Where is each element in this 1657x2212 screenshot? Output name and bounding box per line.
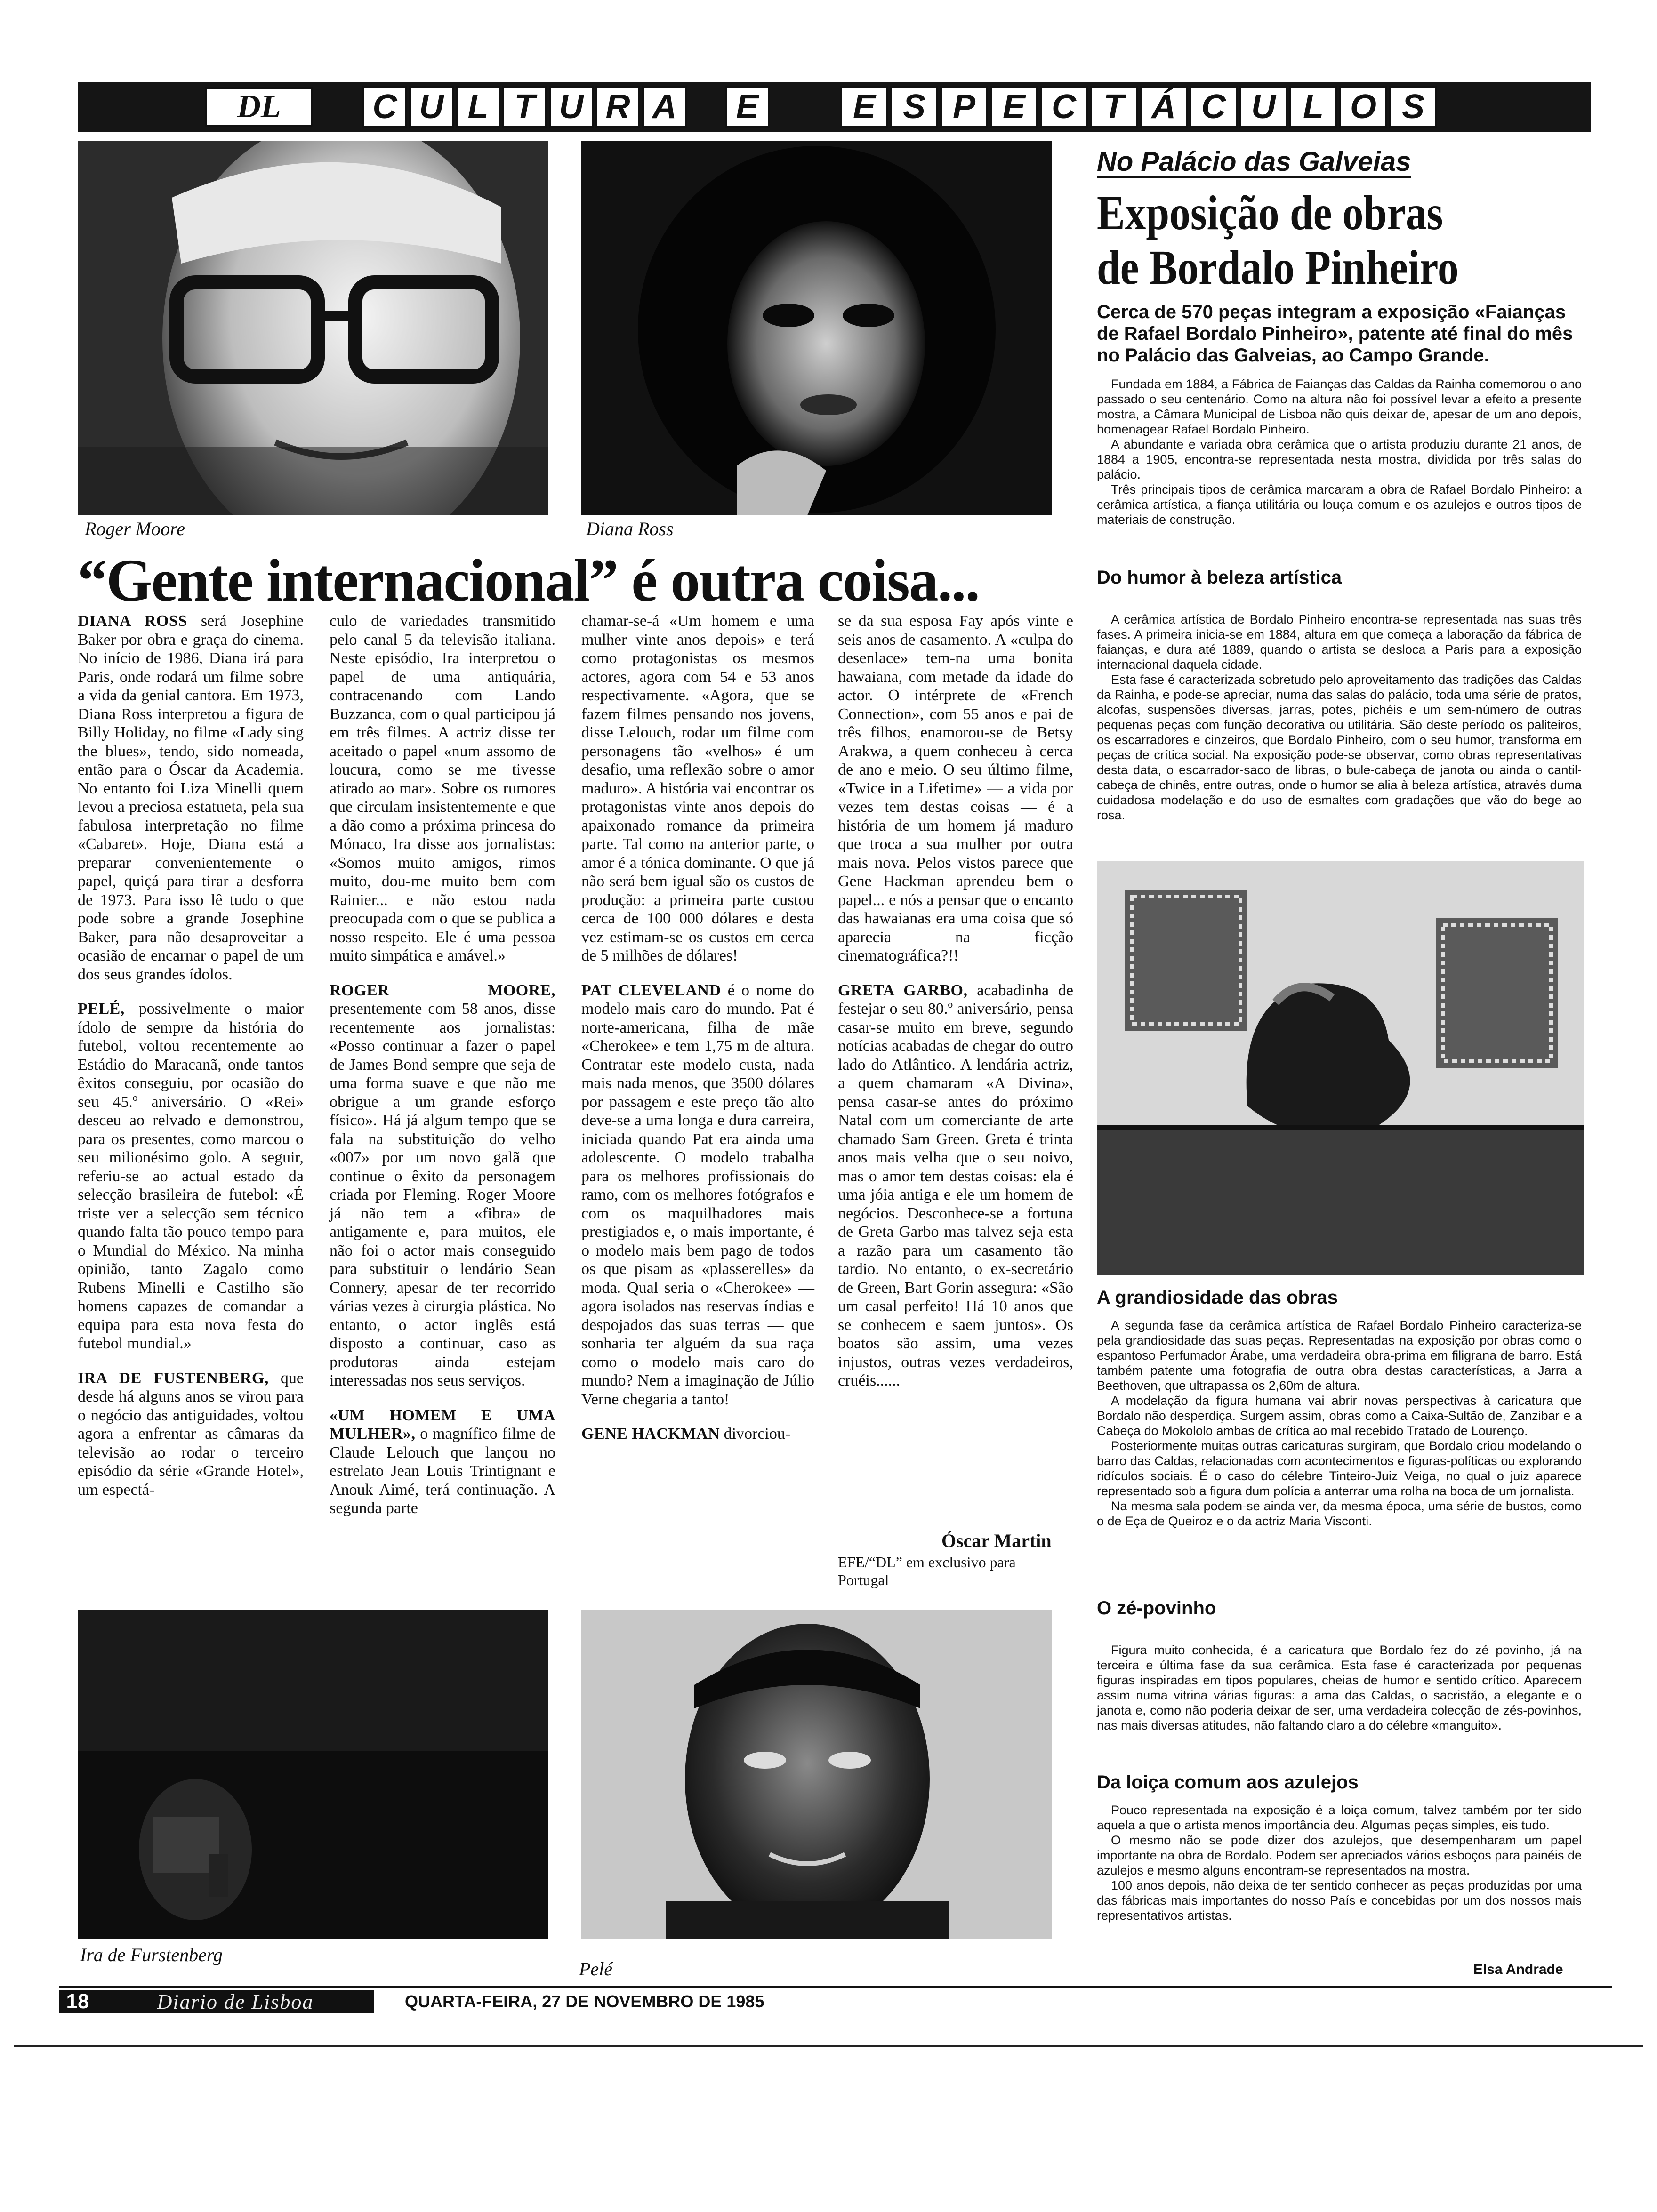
- section-letter-box: U: [549, 86, 594, 128]
- article-paragraph: [581, 981, 814, 1409]
- section-letter-box: E: [725, 86, 770, 128]
- caption-pele: Pelé: [579, 1958, 613, 1980]
- right-paragraph: A abundante e variada obra cerâmica que o artista produziu durante 21 anos, de 1884 a 1905, encontra-se representada nesta mostra, dividida por três salas do palácio.: [1097, 437, 1582, 481]
- article-column-2: [330, 612, 555, 1521]
- section-letter-box: O: [1339, 86, 1387, 128]
- right-paragraph: O mesmo não se pode dizer dos azulejos, que desempenharam um papel importante na obra de Bordalo. Podem ser apreciados vários esboços para painéis de azulejos e mesmo alguns encontram-se representados na mostra.: [1097, 1833, 1582, 1877]
- article-paragraph: [330, 612, 555, 965]
- section-letter-box: C: [1040, 86, 1088, 128]
- caption-roger-moore: Roger Moore: [85, 518, 185, 539]
- section-header-bar: [78, 82, 1591, 132]
- paragraph-text: chamar-se-á «Um homem e uma mulher vinte anos depois» e terá como protagonistas os mesmos actores, agora com 54 e 53 anos respectivamente. «Agora, que se fazem filmes pensando nos jovens, disse Lelouch, rodar um filme com personagens tão «velhos» é um desafio, uma reflexão sobre o amor maduro». A história vai encontrar os protagonistas vinte anos depois do apaixonado romance da primeira parte. Tal como na anterior parte, o amor é a tónica dominante. O que já não será bem igual são os custos de produção: a primeira parte custou cerca de 100 000 dólares e desta vez estimam-se os custos em cerca de 5 milhões de dólares!: [581, 612, 814, 964]
- right-paragraph: Três principais tipos de cerâmica marcaram a obra de Rafael Bordalo Pinheiro: a cerâmica artística, a fiança utilitária ou louça comum e os azulejos e outros tipos de materiais de construção.: [1097, 482, 1582, 527]
- section-letter-box: Á: [1140, 86, 1188, 128]
- article-paragraph: [78, 1000, 304, 1353]
- paragraph-text: o magnífico filme de Claude Lelouch que lançou no estrelato Jean Louis Trintignant e Anouk Aimé, terá continuação. A segunda parte: [330, 1425, 555, 1517]
- paragraph-text: possivelmente o maior ídolo de sempre da história do futebol, voltou recentemente ao Estádio do Maracanã, onde tantos êxitos conseguiu, por ocasião do seu 45.º aniversário. O «Rei» desceu ao relvado e demonstrou, para os presentes, como marcou o seu milionésimo golo. A seguir, referiu-se ao actual estado da selecção brasileira de futebol: «É triste ver a selecção sem técnico quando falta tão pouco tempo para o Mundial do México. Na minha opinião, tanto Zagalo como Rubens Minelli e Castilho são homens capazes de comandar a equipa para esta nova festa do futebol mundial.»: [78, 1000, 304, 1352]
- right-paragraph: A cerâmica artística de Bordalo Pinheiro encontra-se representada nas suas três fases. A primeira inicia-se em 1884, altura em que começa a laboração da fábrica de faianças, e dura até 1889, quando o artista se desloca a Paris para a exposição internacional daquela cidade.: [1097, 612, 1582, 672]
- section-letter-box: C: [362, 86, 407, 128]
- paragraph-lead: «UM HOMEM E UMA MULHER»,: [330, 1406, 555, 1443]
- right-paragraph: Esta fase é caracterizada sobretudo pelo aproveitamento das tradições das Caldas da Rainha, e pode-se apreciar, numa das salas do palácio, toda uma série de pratos, alcofas, suspensões diversas, jarras, potes, pichéis e um sem-número de outras pequenas peças com função decorativa ou utilitária. São deste período os paliteiros, os escarradores e cinzeiros, que Bordalo Pinheiro, com o seu humor, transforma em peças de crítica social. Na exposição pode-se observar, como obras representativas desta data, o escarrador-saco de libras, o bule-cabeça de janota ou ainda o cantil-cabeça de chinês, entre outras, onde o humor se alia à beleza artística, através duma cuidadosa modelação e do uso de esmaltes com gradações que vão do bege ao rosa.: [1097, 673, 1582, 822]
- right-section-grandiosidade: [1097, 1318, 1582, 1529]
- right-paragraph: Fundada em 1884, a Fábrica de Faianças das Caldas da Rainha comemorou o ano passado o seu centenário. Como na altura não foi possível levar a efeito a presente mostra, a Câmara Municipal de Lisboa não quis deixar de, apesar de um ano depois, homenagear Rafael Bordalo Pinheiro.: [1097, 377, 1582, 436]
- photo-ira-de-furstenberg: [78, 1610, 548, 1939]
- paragraph-lead: IRA DE FUSTENBERG,: [78, 1369, 269, 1387]
- right-section-loica: [1097, 1803, 1582, 1923]
- right-article-author: Elsa Andrade: [1473, 1962, 1563, 1977]
- section-letter-box: S: [1389, 86, 1437, 128]
- paragraph-lead: PELÉ,: [78, 1000, 125, 1018]
- article-column-4: [838, 612, 1073, 1393]
- paragraph-lead: GRETA GARBO,: [838, 981, 968, 999]
- right-headline-line-2: de Bordalo Pinheiro: [1097, 240, 1459, 295]
- paragraph-text: acabadinha de festejar o seu 80.º aniversário, pensa casar-se muito em breve, segundo notícias acabadas de chegar do outro lado do Atlântico. A lendária actriz, a quem chamaram «A Divina», pensa casar-se antes do próximo Natal com um comerciante de arte chamado Sam Green. Greta é trinta anos mais velha que o seu noivo, mas o amor tem destas coisas: ela é uma jóia antiga e ele um homem de negócios. Desconhece-se a fortuna de Greta Garbo mas talvez seja esta a razão para um casamento tão tardio. No entanto, o ex-secretário de Green, Bart Gorin assegura: «São um casal perfeito! Há 10 anos que se conhecem e saem juntos». Os boatos são assim, uma vezes injustos, outras vezes verdadeiros, cruéis......: [838, 981, 1074, 1389]
- right-paragraph: Na mesma sala podem-se ainda ver, da mesma época, uma série de bustos, como o de Eça de Queiroz e o da actriz Maria Visconti.: [1097, 1499, 1582, 1528]
- paragraph-text: presentemente com 58 anos, disse recentemente aos jornalistas: «Posso continuar a fazer o papel de James Bond sempre que seja de uma forma suave e que não me obrigue a um grande esforço físico». Há já algum tempo que se fala na substituição do velho «007» por um novo galã que continue o êxito da personagem criada por Fleming. Roger Moore já não tem a «fibra» de antigamente e, para muitos, ele não foi o actor mais conseguido para substituir o lendário Sean Connery, apesar de ter recorrido várias vezes à cirurgia plástica. No entanto, o actor inglês está disposto a continuar, caso as produtoras ainda estejam interessadas nos seus serviços.: [330, 1000, 555, 1389]
- article-paragraph: [838, 612, 1073, 965]
- right-headline-line-1: Exposição de obras: [1097, 186, 1443, 240]
- bottom-rule: [14, 2045, 1643, 2047]
- right-paragraph: Pouco representada na exposição é a loiça comum, talvez também por ter sido aquela a que o artista menos importância deu. Algumas peças simples, eis tudo.: [1097, 1803, 1582, 1832]
- photo-ceramic-piece: [1097, 861, 1584, 1275]
- article-paragraph: [581, 612, 814, 965]
- article-column-1: [78, 612, 304, 1502]
- publication-date: QUARTA-FEIRA, 27 DE NOVEMBRO DE 1985: [405, 1992, 764, 2011]
- subheading-loica: Da loiça comum aos azulejos: [1097, 1772, 1359, 1793]
- section-letter-box: U: [409, 86, 454, 128]
- subheading-grandiosidade: A grandiosidade das obras: [1097, 1287, 1338, 1308]
- right-paragraph: A modelação da figura humana vai abrir novas perspectivas à caricatura que Bordalo não desperdiça. Surgem assim, obras como a Caixa-Sultão de, Zanzibar e a Cabeça do Mokololo ambas de crítica ao mal recebido Tratado de Lourenço.: [1097, 1394, 1582, 1438]
- paragraph-lead: ROGER MOORE,: [330, 981, 555, 999]
- paper-name: Diario de Lisboa: [97, 1990, 374, 2013]
- byline-author: Óscar Martin: [941, 1530, 1052, 1551]
- photo-diana-ross: [581, 141, 1052, 515]
- article-paragraph: [78, 612, 304, 984]
- section-letter-box: L: [1289, 86, 1337, 128]
- section-letter-box: E: [990, 86, 1038, 128]
- section-letter-box: P: [940, 86, 988, 128]
- right-article-headline: [1097, 186, 1459, 295]
- right-paragraph: A segunda fase da cerâmica artística de Rafael Bordalo Pinheiro caracteriza-se pela grandiosidade das suas peças. Representadas na exposição por obras como o espantoso Perfumador Árabe, uma verdadeira obra-prima em filigrana de barro. Está também patente uma fotografia de outra obra destas características, a Jarra a Beethoven, que ultrapassa os 2,60m de altura.: [1097, 1318, 1582, 1393]
- right-section-humor: [1097, 612, 1582, 823]
- section-letter-box: T: [1090, 86, 1138, 128]
- main-headline: “Gente internacional” é outra coisa...: [78, 547, 979, 614]
- article-column-3: [581, 612, 814, 1446]
- article-paragraph: [581, 1425, 814, 1443]
- page-number: 18: [59, 1990, 97, 2013]
- byline-agency: EFE/“DL” em exclusivo para Portugal: [838, 1554, 1016, 1588]
- article-paragraph: [78, 1369, 304, 1499]
- photo-pele: [581, 1610, 1052, 1939]
- section-letter-box: A: [642, 86, 687, 128]
- photo-roger-moore: [78, 141, 548, 515]
- section-letter-box: T: [502, 86, 547, 128]
- subheading-ze-povinho: O zé-povinho: [1097, 1598, 1216, 1619]
- section-letter-box: C: [1190, 86, 1238, 128]
- article-paragraph: [330, 1406, 555, 1518]
- right-article-lead: Cerca de 570 peças integram a exposição «Faianças de Rafael Bordalo Pinheiro», patente até final do mês no Palácio das Galveias, ao Campo Grande.: [1097, 302, 1573, 366]
- article-paragraph: [330, 981, 555, 1390]
- paragraph-text: é o nome do modelo mais caro do mundo. Pat é norte-americana, filha de mãe «Cherokee» e tem 1,75 m de altura. Contratar este modelo custa, nada mais nada menos, que 3500 dólares por passagem e este preço tão alto deve-se a uma longa e dura carreira, iniciada quando Pat era ainda uma adolescente. O modelo trabalha para os melhores profissionais do ramo, com os melhores fotógrafos e com os maquilhadores mais prestigiados e, o mais importante, é o modelo mais bem pago de todos os que pisam as «plasserelles» da moda. Qual seria o «Cherokee» — agora isolados nas reservas índias e despojados das suas terras — que sonharia ter alguém da sua raça como o modelo mais caro do mundo? Nem a imaginação de Júlio Verne chegaria a tanto!: [581, 981, 814, 1408]
- section-letter-box: U: [1239, 86, 1287, 128]
- paper-logo: DL: [205, 87, 313, 127]
- section-letter-box: R: [595, 86, 640, 128]
- right-paragraph: Posteriormente muitas outras caricaturas surgiram, que Bordalo criou modelando o barro das Caldas, relacionadas com acontecimentos e figuras-políticas ou explorando ridículos sociais. É o caso do célebre Tinteiro-Juiz Veiga, no qual o juiz aparece representado sob a figura dum polícia a anterrar uma rolha na boca de um jornalista.: [1097, 1439, 1582, 1498]
- paragraph-text: culo de variedades transmitido pelo canal 5 da televisão italiana. Neste episódio, Ira interpretou o papel de uma antiquária, contracenando com Lando Buzzanca, com o qual participou já em três filmes. A actriz disse ter aceitado o papel «num assomo de loucura, como se me tivesse atirado ao mar». Sobre os rumores que circulam insistentemente e que a dão como a próxima princesa do Mónaco, Ira disse aos jornalistas: «Somos muito amigos, rimos muito, dou-me muito bem com Rainier... e não estou nada preocupada com o que se publica a nosso respeito. Ele é uma pessoa muito simpática e amável.»: [330, 612, 555, 964]
- right-article-kicker: No Palácio das Galveias: [1097, 146, 1411, 177]
- paragraph-text: que desde há alguns anos se virou para o negócio das antiguidades, voltou agora a enfrentar as câmaras da televisão ao rodar o terceiro episódio da série «Grande Hotel», um espectá-: [78, 1369, 304, 1499]
- paragraph-text: divorciou-: [720, 1425, 791, 1443]
- section-letter-box: S: [890, 86, 938, 128]
- subheading-humor: Do humor à beleza artística: [1097, 567, 1342, 588]
- paragraph-text: se da sua esposa Fay após vinte e seis anos de casamento. A «culpa do desenlace» tem-na uma bonita hawaiana, com metade da idade do actor. O intérprete de «French Connection», com 55 anos e pai de três filhos, enamorou-se de Betsy Arakwa, a quem conheceu à cerca de ano e meio. O seu último filme, «Twice in a Lifetime» — a vida por vezes tem destas coisas — é a história de um homem já maduro que troca a sua mulher por outra mais nova. Pelos vistos parece que Gene Hackman aprendeu bem o papel... e nós a pensar que o encanto das hawaianas era uma coisa que só aparecia na ficção cinematográfica?!!: [838, 612, 1073, 964]
- right-article-intro: [1097, 377, 1582, 527]
- footer-rule: [59, 1986, 1612, 1988]
- paragraph-lead: PAT CLEVELAND: [581, 981, 721, 999]
- paragraph-text: será Josephine Baker por obra e graça do cinema. No início de 1986, Diana irá para Paris, onde rodará um filme sobre a vida da genial cantora. Em 1973, Diana Ross interpretou a figura de Billy Holiday, no filme «Lady sing the blues», tendo, sido nomeada, então para o Óscar da Academia. No entanto foi Liza Minelli quem levou a preciosa estatueta, pela sua fabulosa interpretação no filme «Cabaret». Hoje, Diana está a preparar convenientemente o papel, quiçá para tirar a desforra de 1973. Para isso lê tudo o que pode sobre a grande Josephine Baker, para não desaproveitar a ocasião de encarnar o papel de um dos seus grandes ídolos.: [78, 612, 304, 983]
- caption-diana-ross: Diana Ross: [586, 518, 674, 539]
- section-letter-box: L: [456, 86, 500, 128]
- paragraph-lead: GENE HACKMAN: [581, 1425, 720, 1443]
- section-letter-box: E: [840, 86, 888, 128]
- right-section-ze-povinho: [1097, 1643, 1582, 1733]
- right-paragraph: 100 anos depois, não deixa de ter sentido conhecer as peças produzidas por uma das fábricas mais importantes do nosso País e concebidas por um dos nossos mais representativos artistas.: [1097, 1878, 1582, 1923]
- article-paragraph: [838, 981, 1073, 1390]
- paragraph-lead: DIANA ROSS: [78, 612, 187, 630]
- caption-ira: Ira de Furstenberg: [80, 1944, 223, 1965]
- right-paragraph: Figura muito conhecida, é a caricatura que Bordalo fez do zé povinho, já na terceira e última fase da sua cerâmica. Esta fase é caracterizada por pequenas figuras inspiradas em tipos populares, cheias de humor e sentido crítico. Aparecem assim numa vitrina várias figuras: a ama das Caldas, o sacristão, a elegante e o janota e, como não poderia deixar de ser, uma verdadeira colecção de zés-povinhos, nas mais diversas atitudes, não faltando claro a do célebre «manguito».: [1097, 1643, 1582, 1732]
